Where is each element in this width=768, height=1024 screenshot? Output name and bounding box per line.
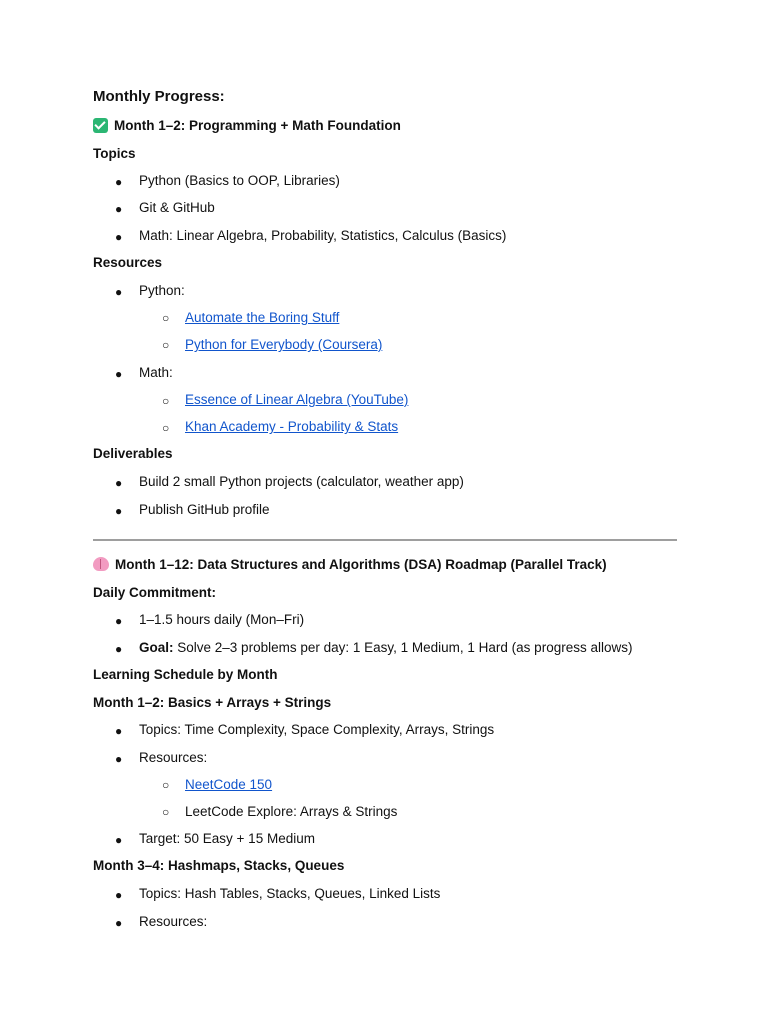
list-item: Publish GitHub profile xyxy=(139,502,270,517)
list-item: Math: Linear Algebra, Probability, Statistics, Calculus (Basics) xyxy=(139,228,507,243)
bullet-icon: ● xyxy=(115,614,123,628)
circle-bullet-icon: ○ xyxy=(162,394,170,408)
page-heading: Monthly Progress: xyxy=(93,88,225,105)
list-item: Target: 50 Easy + 15 Medium xyxy=(139,831,315,846)
list-item: Topics: Time Complexity, Space Complexity, Arrays, Strings xyxy=(139,722,495,737)
bullet-icon: ● xyxy=(115,230,123,244)
list-item-math: Math: xyxy=(139,365,173,380)
list-item: Resources: xyxy=(139,750,208,765)
list-item: Git & GitHub xyxy=(139,200,215,215)
topics-label: Topics xyxy=(93,146,136,161)
bullet-icon: ● xyxy=(115,752,123,766)
list-item: Build 2 small Python projects (calculator, weather app) xyxy=(139,474,464,489)
bullet-icon: ● xyxy=(115,888,123,902)
section1-title-row xyxy=(93,117,401,135)
automate-boring-stuff-link[interactable]: Automate the Boring Stuff xyxy=(185,310,340,325)
bullet-icon: ● xyxy=(115,504,123,518)
bullet-icon: ● xyxy=(115,285,123,299)
bullet-icon: ● xyxy=(115,367,123,381)
bullet-icon: ● xyxy=(115,476,123,490)
circle-bullet-icon: ○ xyxy=(162,421,170,435)
daily-commitment-label: Daily Commitment: xyxy=(93,585,217,600)
goal-text: Solve 2–3 problems per day: 1 Easy, 1 Medium, 1 Hard (as progress allows) xyxy=(173,640,633,655)
check-mark-icon xyxy=(93,118,108,133)
list-item: LeetCode Explore: Arrays & Strings xyxy=(185,804,398,819)
list-item: Resources: xyxy=(139,914,208,929)
circle-bullet-icon: ○ xyxy=(162,338,170,352)
month12-title: Month 1–2: Basics + Arrays + Strings xyxy=(93,695,332,710)
bullet-icon: ● xyxy=(115,916,123,930)
bullet-icon: ● xyxy=(115,202,123,216)
circle-bullet-icon: ○ xyxy=(162,311,170,325)
horizontal-divider xyxy=(93,539,677,541)
month34-title: Month 3–4: Hashmaps, Stacks, Queues xyxy=(93,858,345,873)
circle-bullet-icon: ○ xyxy=(162,805,170,819)
list-item-python: Python: xyxy=(139,283,185,298)
section1-title: Month 1–2: Programming + Math Foundation xyxy=(114,118,401,133)
deliverables-label: Deliverables xyxy=(93,446,173,461)
resources-label: Resources xyxy=(93,255,163,270)
section2-title-row xyxy=(93,556,607,574)
circle-bullet-icon: ○ xyxy=(162,778,170,792)
list-item: 1–1.5 hours daily (Mon–Fri) xyxy=(139,612,305,627)
list-item: Topics: Hash Tables, Stacks, Queues, Linked Lists xyxy=(139,886,441,901)
list-item: Python (Basics to OOP, Libraries) xyxy=(139,173,340,188)
schedule-label: Learning Schedule by Month xyxy=(93,667,278,682)
brain-icon xyxy=(93,557,109,571)
section2-title: Month 1–12: Data Structures and Algorithms (DSA) Roadmap (Parallel Track) xyxy=(115,557,607,572)
bullet-icon: ● xyxy=(115,724,123,738)
neetcode-150-link[interactable]: NeetCode 150 xyxy=(185,777,273,792)
khan-academy-link[interactable]: Khan Academy - Probability & Stats xyxy=(185,419,399,434)
list-item-goal xyxy=(139,639,632,657)
bullet-icon: ● xyxy=(115,175,123,189)
bullet-icon: ● xyxy=(115,833,123,847)
bullet-icon: ● xyxy=(115,642,123,656)
python-for-everybody-link[interactable]: Python for Everybody (Coursera) xyxy=(185,337,383,352)
goal-label: Goal: xyxy=(139,640,174,655)
essence-linear-algebra-link[interactable]: Essence of Linear Algebra (YouTube) xyxy=(185,392,409,407)
